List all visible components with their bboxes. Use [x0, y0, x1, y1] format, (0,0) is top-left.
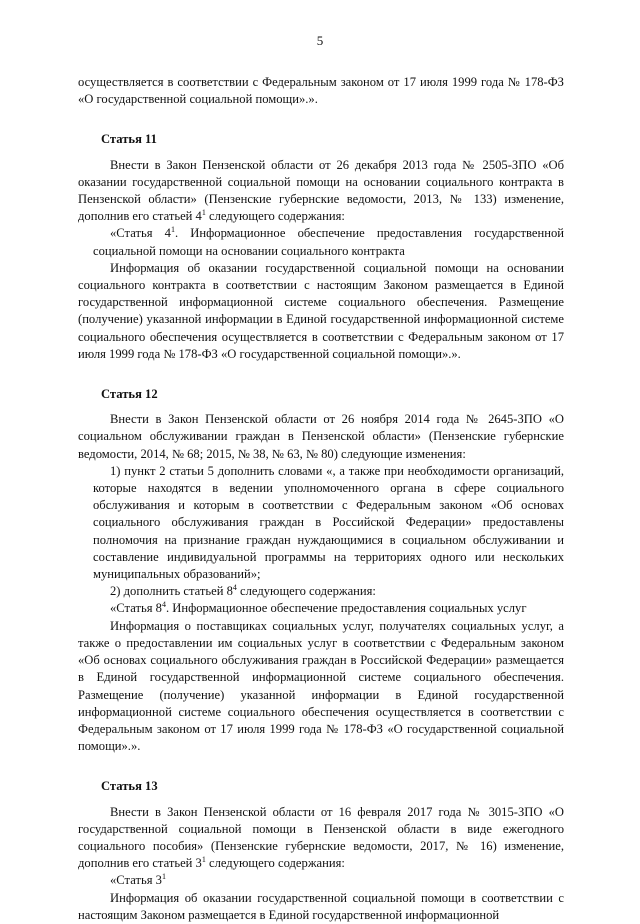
page-number: 5 — [316, 33, 324, 48]
article-12-item-1: 1) пункт 2 статьи 5 дополнить словами «, а также при необходимости организаций, которые находятся в ведении уполномоченного органа в сфере социального обслуживания и которым в соответствии с Федеральным законом «Об основах социального обслуживания граждан в Российской Федерации» предоставлены полномочия на признание граждан нуждающимися в социальном обслуживании и составление индивидуальной программы на территориях одного или нескольких муниципальных образований»; — [93, 463, 564, 582]
article-12-item-2: 2) дополнить статьей $8^4$ следующего содержания: — [110, 583, 376, 599]
article-13-paragraph-2: Информация об оказании государственной социальной помощи в соответствии с настоящим Законом размещается в Единой государственной информационной — [78, 890, 564, 922]
article-11-paragraph-1: Внести в Закон Пензенской области от 26 декабря 2013 года № 2505-ЗПО «Об оказании государственной социальной помощи на основании социального контракта в Пензенской области» (Пензенские губернские ведомости, 2013, № 133) изменение, дополнив его статьей $4^1$ следующего содержания: — [78, 157, 564, 224]
article-12-quote-title: «Статья $8^4$. Информационное обеспечение предоставления социальных услуг — [110, 600, 527, 616]
article-11-quote-title: «Статья $4^1$. Информационное обеспечение предоставления государственной социальной помощи на основании социального контракта — [93, 225, 565, 258]
article-13-heading: Статья 13 — [101, 779, 158, 794]
article-13-quote-title: «Статья $3^1$ — [110, 872, 166, 888]
article-12-paragraph-1: Внести в Закон Пензенской области от 26 ноября 2014 года № 2645-ЗПО «О социальном обслуживании граждан в Пензенской области» (Пензенские губернские ведомости, 2014, № 68; 2015, № 38, № 63, № 80) следующие изменения: — [78, 412, 564, 461]
article-13-paragraph-1: Внести в Закон Пензенской области от 16 февраля 2017 года № 3015-ЗПО «О государственной социальной помощи в Пензенской области в виде ежегодного социального пособия» (Пензенские губернские ведомости, 2017, № 16) изменение, дополнив его статьей $3^1$ следующего содержания: — [78, 804, 564, 871]
intro-continuation: осуществляется в соответствии с Федеральным законом от 17 июля 1999 года № 178-ФЗ «О государственной социальной помощи».». — [78, 75, 564, 107]
document-body — [78, 74, 564, 924]
article-11-heading: Статья 11 — [101, 132, 157, 147]
article-12-heading: Статья 12 — [101, 387, 158, 402]
article-11-paragraph-2: Информация об оказании государственной социальной помощи на основании социального контракта в соответствии с настоящим Законом размещается в Единой государственной информационной системе социального обеспечения. Размещение (получение) указанной информации в Единой государственной информационной системе социального обеспечения осуществляется в соответствии с Федеральным законом от 17 июля 1999 года № 178-ФЗ «О государственной социальной помощи».». — [78, 260, 564, 361]
article-12-paragraph-2: Информация о поставщиках социальных услуг, получателях социальных услуг, а также о предоставлении им социальных услуг в соответствии с Федеральным законом «Об основах социального обслуживания граждан в Российской Федерации» размещается в Единой государственной информационной системе социального обеспечения. Размещение (получение) указанной информации в Единой государственной информационной системе социального обеспечения осуществляется в соответствии с Федеральным законом от 17 июля 1999 года № 178-ФЗ «О государственной социальной помощи».». — [78, 618, 564, 754]
